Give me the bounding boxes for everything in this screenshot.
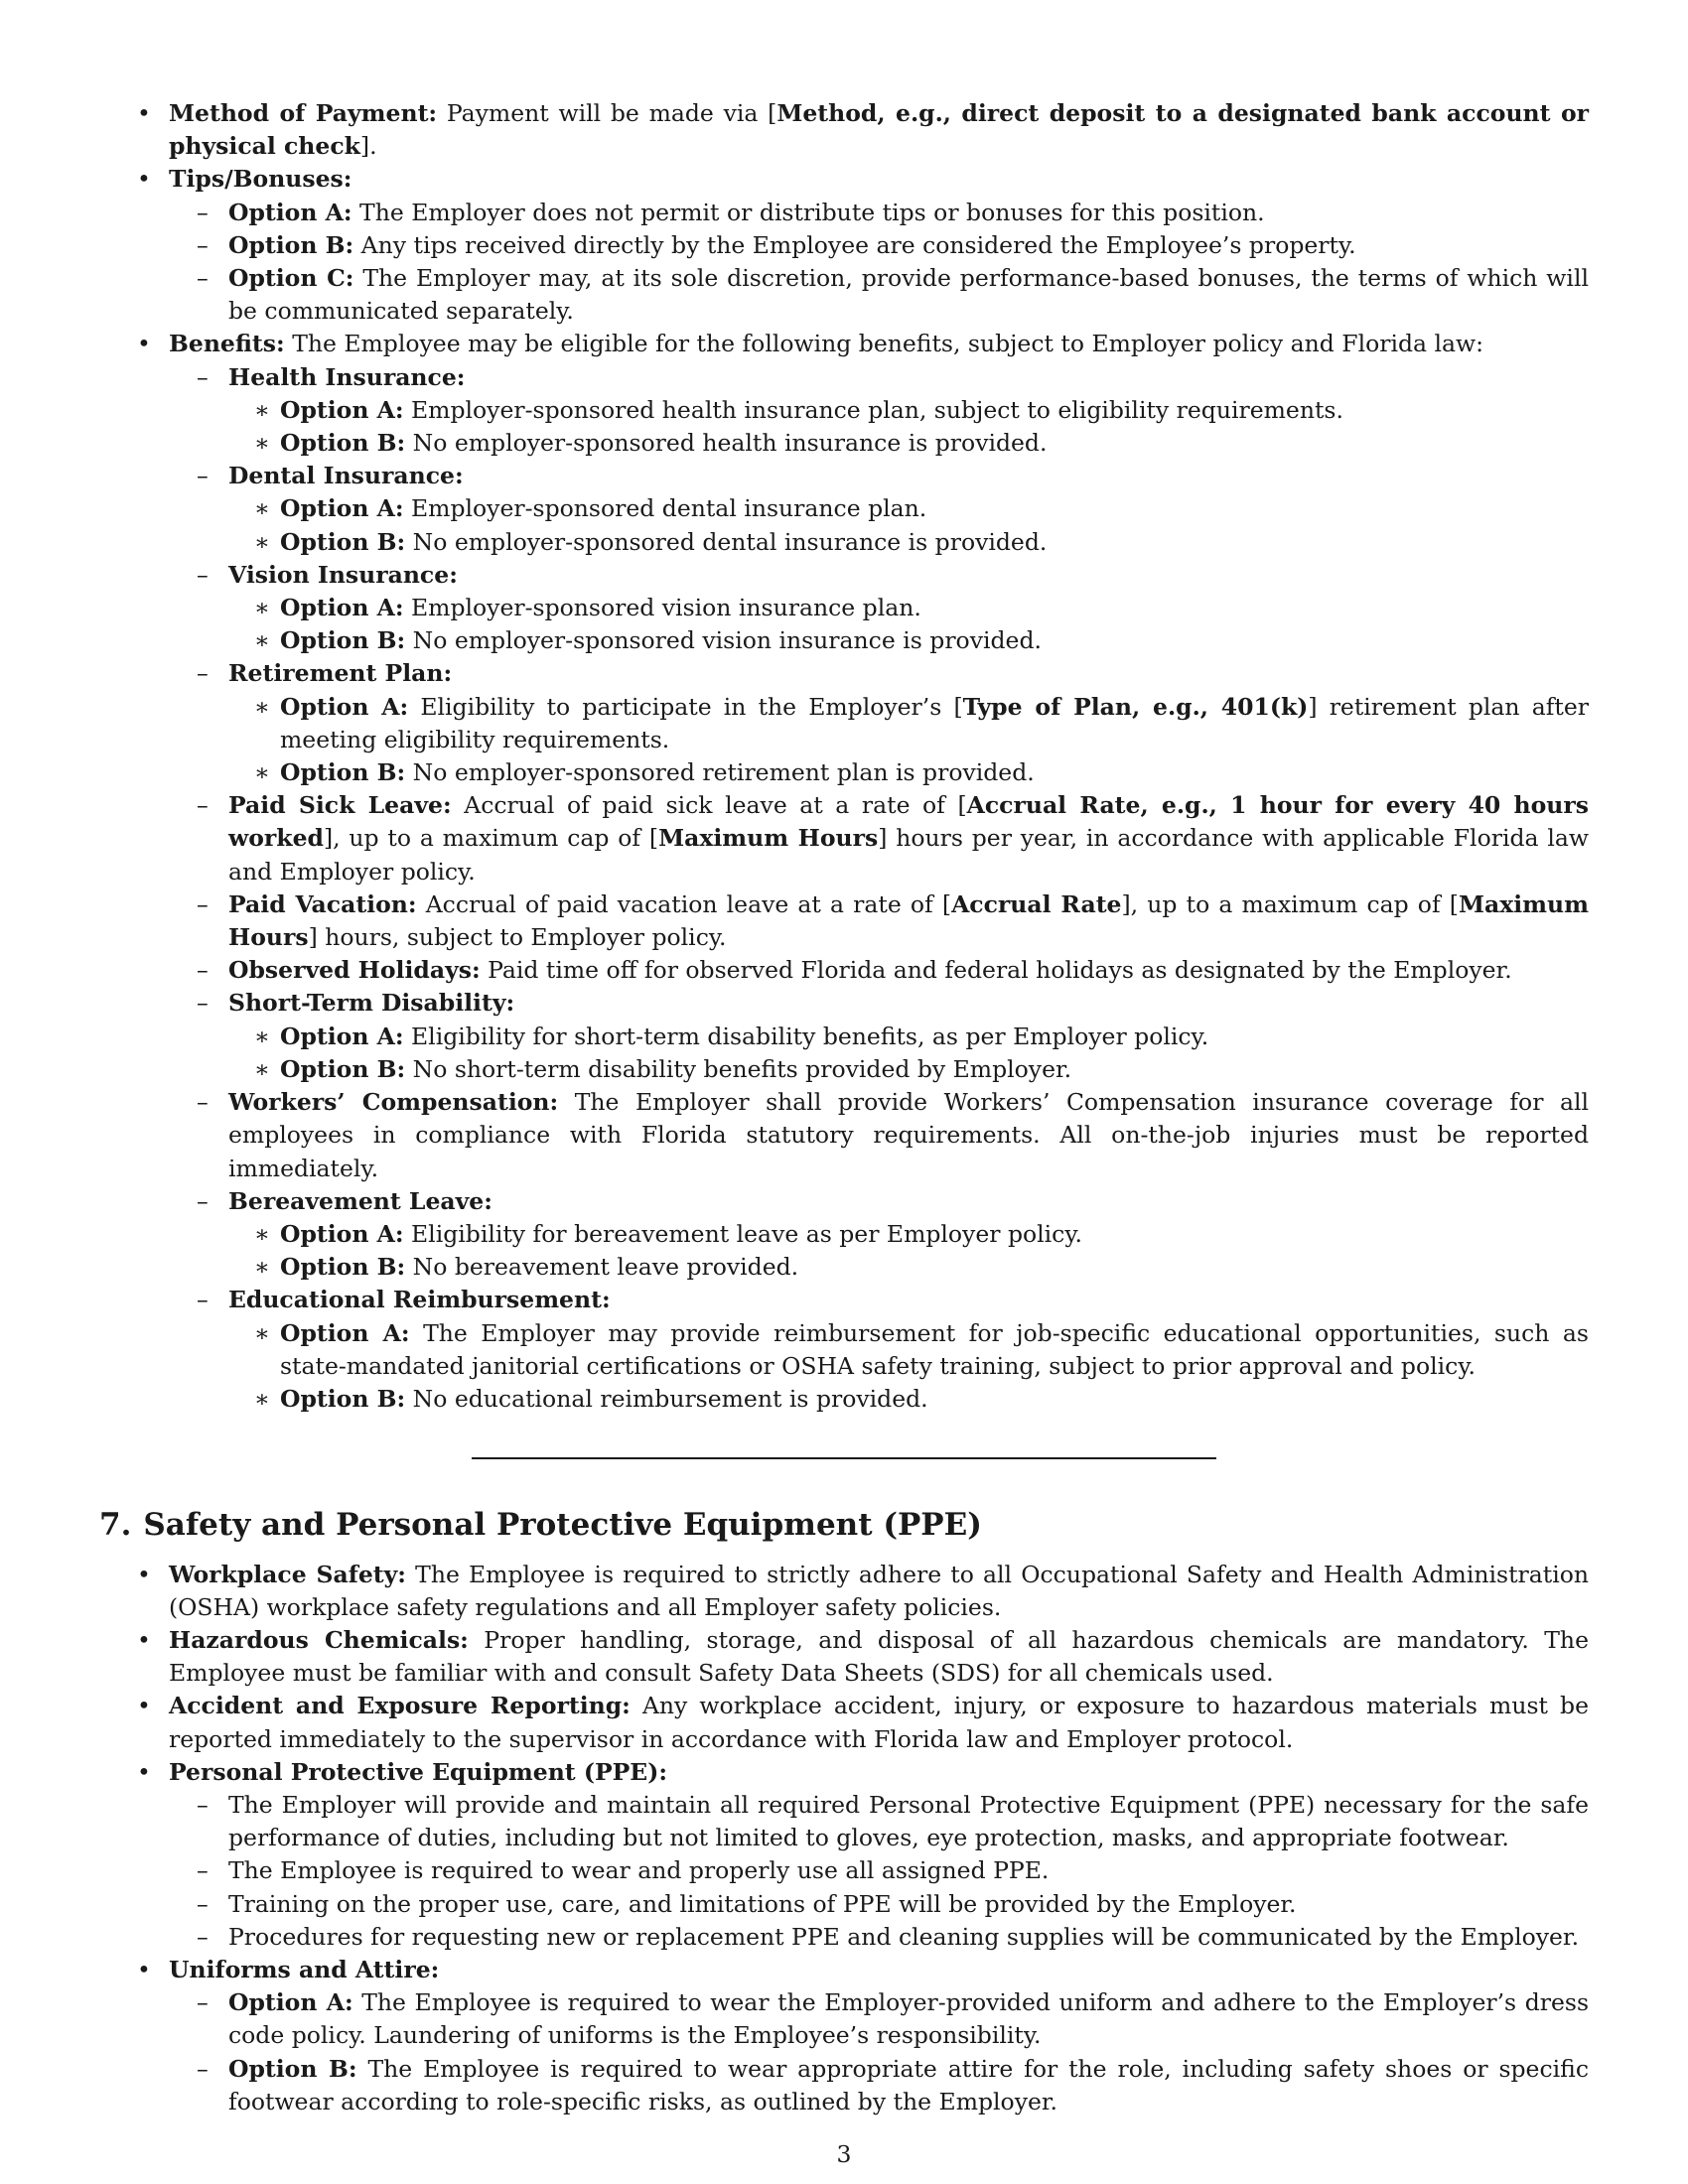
option-item xyxy=(228,1317,1589,1383)
option-label: Option B: xyxy=(280,527,406,556)
item-text: Any workplace accident, injury, or exposure to hazardous materials must be reported immediately to the supervisor in accordance with Florida law and Employer protocol. xyxy=(169,1692,1589,1753)
benefit-health xyxy=(169,361,1589,461)
option-label: Option A: xyxy=(280,395,404,424)
page-number: 3 xyxy=(836,2140,852,2168)
option-label: Option A: xyxy=(280,1219,404,1248)
ppe-point: – Procedures for requesting new or replacement PPE and cleaning supplies will be communicated by the Employer. xyxy=(169,1921,1589,1954)
benefit-label: Dental Insurance: xyxy=(228,462,464,490)
option-text: The Employer may provide reimbursement for job-specific educational opportunities, such as state-mandated janitorial certifications or OSHA safety training, subject to prior approval and policy. xyxy=(280,1318,1589,1380)
option-label: Option B: xyxy=(280,1384,406,1413)
item-text: The Employee is required to strictly adhere to all Occupational Safety and Health Administration (OSHA) workplace safety regulations and all Employer safety policies. xyxy=(169,1560,1589,1621)
list-item-ppe xyxy=(99,1756,1589,1954)
uniform-options xyxy=(169,1986,1589,2118)
benefit-text: Accrual of paid sick leave at a rate of [ xyxy=(464,791,967,820)
option-label: Option B: xyxy=(280,626,406,655)
option-label: Option B: xyxy=(280,1054,406,1083)
item-text: ]. xyxy=(359,132,377,161)
ppe-point: – Training on the proper use, care, and limitations of PPE will be provided by the Employer. xyxy=(169,1888,1589,1921)
option-text: Employer-sponsored dental insurance plan. xyxy=(411,494,927,523)
benefit-label: Retirement Plan: xyxy=(228,659,453,688)
option-label: Option B: xyxy=(228,230,354,259)
benefit-text: ] hours per year, in accordance with applicable Florida law and Employer policy. xyxy=(228,824,1589,886)
option-label: Option A: xyxy=(280,692,409,721)
benefit-label: Short-Term Disability: xyxy=(228,989,515,1018)
benefit-label: Observed Holidays: xyxy=(228,956,481,985)
option-label: Option A: xyxy=(280,494,404,523)
option-item xyxy=(169,2053,1589,2118)
option-text: The Employee is required to wear appropriate attire for the role, including safety shoes or specific footwear according to role-specific risks, as outlined by the Employer. xyxy=(228,2054,1589,2116)
option-label: Option B: xyxy=(280,429,406,458)
option-item xyxy=(228,756,1589,789)
option-label: Option A: xyxy=(228,198,352,226)
option-text: Eligibility to participate in the Employer’s [ xyxy=(420,692,963,721)
option-item xyxy=(169,197,1589,229)
option-text: Employer-sponsored health insurance plan, subject to eligibility requirements. xyxy=(411,395,1343,424)
ppe-point: – The Employer will provide and maintain all required Personal Protective Equipment (PPE) necessary for the safe performance of duties, including but not limited to gloves, eye protection, masks, and appropriate footwear. xyxy=(169,1789,1589,1854)
item-text: Proper handling, storage, and disposal of all hazardous chemicals are mandatory. The Employee must be familiar with and consult Safety Data Sheets (SDS) for all chemicals used. xyxy=(169,1626,1589,1688)
benefit-short-term-disability xyxy=(169,987,1589,1086)
option-label: Option A: xyxy=(280,1022,404,1050)
benefit-options xyxy=(228,394,1589,460)
benefit-options xyxy=(228,492,1589,558)
item-label: Hazardous Chemicals: xyxy=(169,1626,469,1655)
option-text: Eligibility for short-term disability benefits, as per Employer policy. xyxy=(411,1022,1209,1050)
option-item xyxy=(228,691,1589,756)
option-text: The Employer may, at its sole discretion, provide performance-based bonuses, the terms of which will be communicated separately. xyxy=(228,264,1589,326)
option-text: No educational reimbursement is provided. xyxy=(412,1384,928,1413)
option-item xyxy=(228,592,1589,624)
benefit-options xyxy=(228,1218,1589,1284)
option-item xyxy=(228,394,1589,427)
item-label: Method of Payment: xyxy=(169,99,438,127)
option-text: Any tips received directly by the Employee are considered the Employee’s property. xyxy=(360,230,1356,259)
benefit-label: Vision Insurance: xyxy=(228,560,458,589)
ppe-points xyxy=(169,1789,1589,1954)
option-text: No employer-sponsored health insurance is provided. xyxy=(412,429,1048,458)
benefit-vacation xyxy=(169,888,1589,954)
placeholder-field: Accrual Rate xyxy=(951,889,1122,918)
option-text: No employer-sponsored retirement plan is provided. xyxy=(412,758,1035,787)
option-text: Eligibility for bereavement leave as per Employer policy. xyxy=(411,1219,1082,1248)
placeholder-field: Maximum Hours xyxy=(228,889,1589,952)
option-text: ] retirement plan after meeting eligibility requirements. xyxy=(280,692,1589,753)
option-item xyxy=(228,492,1589,525)
option-text: No employer-sponsored vision insurance is provided. xyxy=(412,626,1042,655)
list-item-uniforms xyxy=(99,1954,1589,2118)
compensation-list xyxy=(99,97,1589,1416)
option-item xyxy=(228,427,1589,460)
section-heading xyxy=(99,1505,1589,1545)
option-label: Option A: xyxy=(280,594,404,622)
placeholder-field: Type of Plan, e.g., 401(k) xyxy=(962,692,1309,721)
list-item-payment xyxy=(99,97,1589,163)
option-label: Option C: xyxy=(228,264,354,293)
list-item-accident-reporting xyxy=(99,1690,1589,1755)
option-text: No bereavement leave provided. xyxy=(412,1253,799,1282)
option-item xyxy=(228,1218,1589,1251)
option-item xyxy=(169,1986,1589,2052)
benefit-education xyxy=(169,1284,1589,1416)
benefit-options xyxy=(228,691,1589,790)
benefit-text: The Employer shall provide Workers’ Compensation insurance coverage for all employees in compliance with Florida statutory requirements. All on-the-job injuries must be reported immediately. xyxy=(228,1088,1590,1182)
benefit-vision xyxy=(169,559,1589,658)
item-label: Workplace Safety: xyxy=(169,1560,406,1588)
benefit-options xyxy=(228,1317,1589,1417)
list-item-hazardous-chemicals xyxy=(99,1624,1589,1690)
option-text: Employer-sponsored vision insurance plan. xyxy=(411,594,921,622)
option-item xyxy=(228,1383,1589,1416)
benefit-holidays xyxy=(169,954,1589,987)
option-text: No short-term disability benefits provided by Employer. xyxy=(412,1054,1072,1083)
item-label: Accident and Exposure Reporting: xyxy=(169,1692,631,1720)
placeholder-field: Method, e.g., direct deposit to a designated bank account or physical check xyxy=(169,99,1589,161)
item-label: Tips/Bonuses: xyxy=(169,165,352,194)
option-text: The Employer does not permit or distribute tips or bonuses for this position. xyxy=(359,198,1265,226)
benefit-sick-leave xyxy=(169,789,1589,888)
benefit-bereavement xyxy=(169,1185,1589,1285)
benefit-dental xyxy=(169,460,1589,559)
item-text: Payment will be made via [ xyxy=(446,99,777,127)
tips-options xyxy=(169,197,1589,329)
option-item xyxy=(228,624,1589,657)
list-item-tips xyxy=(99,163,1589,328)
benefit-text: ] hours, subject to Employer policy. xyxy=(308,923,727,952)
benefit-retirement xyxy=(169,657,1589,789)
benefit-label: Workers’ Compensation: xyxy=(228,1088,559,1117)
section-number: 7. xyxy=(99,1506,132,1543)
benefit-label: Paid Sick Leave: xyxy=(228,791,452,820)
ppe-point: – The Employee is required to wear and properly use all assigned PPE. xyxy=(169,1854,1589,1887)
option-item xyxy=(228,1021,1589,1053)
section-title: Safety and Personal Protective Equipment (PPE) xyxy=(143,1506,982,1543)
option-label: Option A: xyxy=(280,1318,410,1347)
benefit-label: Educational Reimbursement: xyxy=(228,1286,611,1314)
benefit-label: Bereavement Leave: xyxy=(228,1186,492,1215)
page-content xyxy=(99,97,1589,2118)
option-item xyxy=(169,229,1589,262)
option-label: Option B: xyxy=(280,1253,406,1282)
option-label: Option B: xyxy=(228,2054,357,2083)
option-item xyxy=(228,1053,1589,1086)
benefit-options xyxy=(228,592,1589,657)
benefit-text: Accrual of paid vacation leave at a rate of [ xyxy=(425,889,952,918)
item-label: Benefits: xyxy=(169,330,285,358)
safety-list xyxy=(99,1559,1589,2118)
item-label: Personal Protective Equipment (PPE): xyxy=(169,1757,668,1786)
benefit-text: Paid time off for observed Florida and federal holidays as designated by the Employer. xyxy=(488,956,1512,985)
benefit-options xyxy=(228,1021,1589,1086)
option-text: The Employee is required to wear the Employer-provided uniform and adhere to the Employer’s dress code policy. Laundering of uniforms is the Employee’s responsibility. xyxy=(228,1988,1590,2050)
benefit-label: Health Insurance: xyxy=(228,362,466,391)
item-text: The Employee may be eligible for the following benefits, subject to Employer policy and Florida law: xyxy=(292,330,1484,358)
benefits-list xyxy=(169,361,1589,1417)
option-item xyxy=(169,262,1589,328)
benefit-workers-comp xyxy=(169,1086,1589,1185)
item-label: Uniforms and Attire: xyxy=(169,1956,440,1984)
placeholder-field: Maximum Hours xyxy=(658,824,879,853)
benefit-text: ], up to a maximum cap of [ xyxy=(1121,889,1459,918)
option-item xyxy=(228,1251,1589,1284)
benefit-text: ], up to a maximum cap of [ xyxy=(323,824,659,853)
option-item xyxy=(228,526,1589,559)
list-item-benefits xyxy=(99,328,1589,1416)
list-item-workplace-safety xyxy=(99,1559,1589,1624)
benefit-label: Paid Vacation: xyxy=(228,889,417,918)
option-label: Option B: xyxy=(280,758,406,787)
placeholder-field: Accrual Rate, e.g., 1 hour for every 40 hours worked xyxy=(228,791,1589,853)
option-text: No employer-sponsored dental insurance is provided. xyxy=(412,527,1048,556)
option-label: Option A: xyxy=(228,1988,353,2017)
horizontal-divider xyxy=(472,1457,1216,1459)
